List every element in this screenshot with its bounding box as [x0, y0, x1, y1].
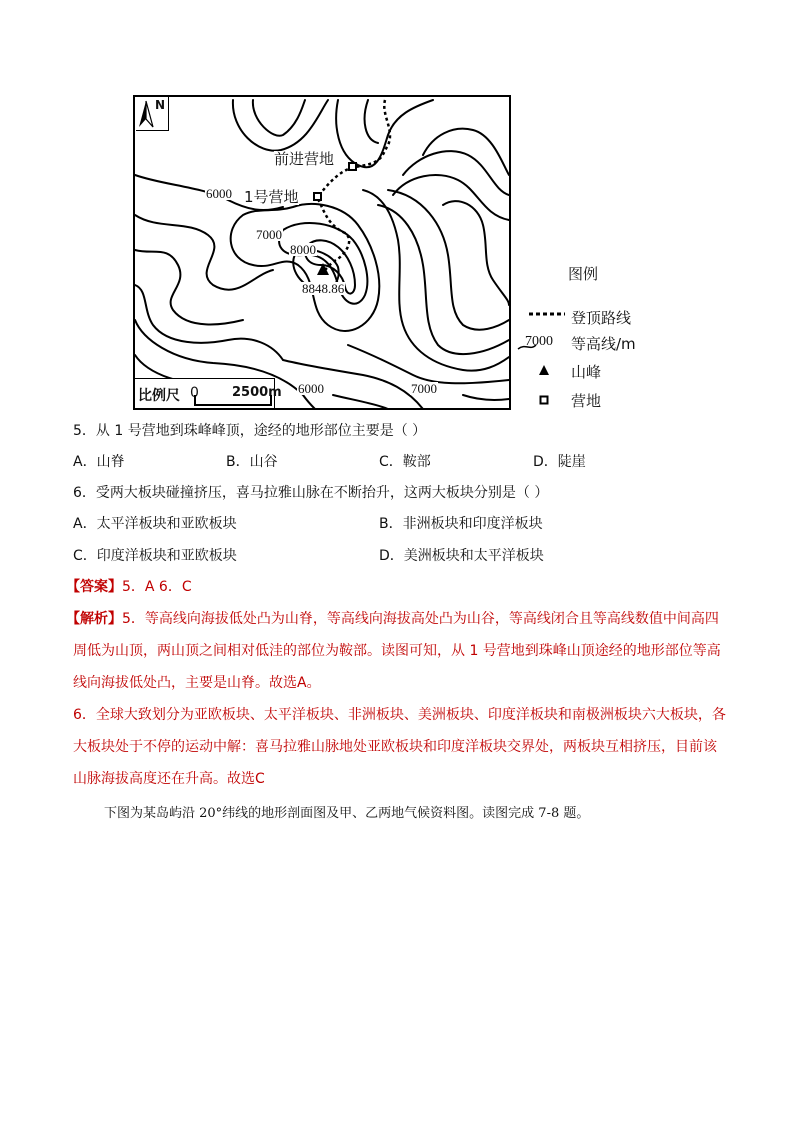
question-5-option-c: C．鞍部	[379, 454, 431, 470]
scale-bar	[135, 378, 282, 408]
north-arrow	[136, 97, 169, 131]
analysis-tag: 【解析】	[66, 611, 122, 627]
question-5-option-b: B．山谷	[226, 454, 278, 470]
contour-label-8000: 8000	[290, 242, 316, 257]
contour-label-7000: 7000	[256, 227, 282, 242]
contour-label-7000-south: 7000	[411, 381, 437, 396]
scale-line	[193, 395, 273, 407]
answer-tag: 【答案】	[66, 579, 122, 595]
analysis-line-6: 山脉海拔高度还在升高。故选C	[73, 771, 265, 787]
analysis-line-4: 6．全球大致划分为亚欧板块、太平洋板块、非洲板块、美洲板块、印度洋板块和南极洲板块六大板块，各	[73, 707, 726, 723]
analysis-line-5: 大板块处于不停的运动中解：喜马拉雅山脉地处亚欧板块和印度洋板块交界处，两板块互相挤压，目前该	[73, 739, 717, 755]
contour-label-6000: 6000	[206, 186, 232, 201]
analysis-text-1: 5．等高线向海拔低处凸为山脊，等高线向海拔高处凸为山谷，等高线闭合且等高线数值中间高四	[122, 611, 719, 627]
legend-contour: 等高线/m	[571, 335, 636, 353]
legend-title: 图例	[568, 265, 599, 283]
legend-contour-value: 7000	[525, 334, 553, 349]
camp-forward-label: 前进营地	[274, 150, 335, 168]
peak-height-label: 8848.86	[302, 281, 345, 296]
question-6-stem: 6．受两大板块碰撞挤压，喜马拉雅山脉在不断抬升，这两大板块分别是（ ）	[73, 485, 549, 501]
question-6-option-a: A．太平洋板块和亚欧板块	[73, 516, 237, 532]
contour-map	[133, 95, 511, 410]
answer-line	[66, 577, 192, 597]
legend-camp: 营地	[571, 392, 602, 410]
legend-peak: 山峰	[571, 363, 602, 381]
contour-legend-icon	[516, 333, 576, 353]
route-legend-icon	[528, 311, 566, 317]
question-5-stem: 5．从 1 号营地到珠峰峰顶，途经的地形部位主要是（ ）	[73, 423, 427, 439]
question-6-option-c: C．印度洋板块和亚欧板块	[73, 548, 237, 564]
contour-label-6000-south: 6000	[298, 381, 324, 396]
camp-legend-icon	[539, 395, 549, 405]
scale-value: 2500m	[232, 385, 282, 400]
north-label: N	[155, 98, 166, 112]
contour-lines	[133, 95, 511, 410]
next-question-intro: 下图为某岛屿沿 20°纬线的地形剖面图及甲、乙两地气候资料图。读图完成 7-8 题。	[104, 806, 590, 821]
question-6-option-d: D．美洲板块和太平洋板块	[379, 548, 544, 564]
camp-one-label: 1号营地	[244, 188, 299, 206]
question-5-option-d: D．陡崖	[533, 454, 586, 470]
analysis-line-1	[66, 609, 719, 629]
legend-route: 登顶路线	[571, 309, 632, 327]
analysis-line-2: 周低为山顶，两山顶之间相对低洼的部位为鞍部。读图可知，从 1 号营地到珠峰山顶途经的地形部位等高	[73, 643, 721, 659]
question-5-option-a: A．山脊	[73, 454, 125, 470]
scale-label: 比例尺	[138, 388, 180, 404]
analysis-line-3: 线向海拔低处凸，主要是山脊。故选A。	[73, 675, 321, 691]
scale-zero: 0	[190, 385, 199, 401]
question-6-option-b: B．非洲板块和印度洋板块	[379, 516, 543, 532]
peak-legend-icon	[538, 364, 550, 376]
answer-text: 5．A 6．C	[122, 579, 192, 595]
